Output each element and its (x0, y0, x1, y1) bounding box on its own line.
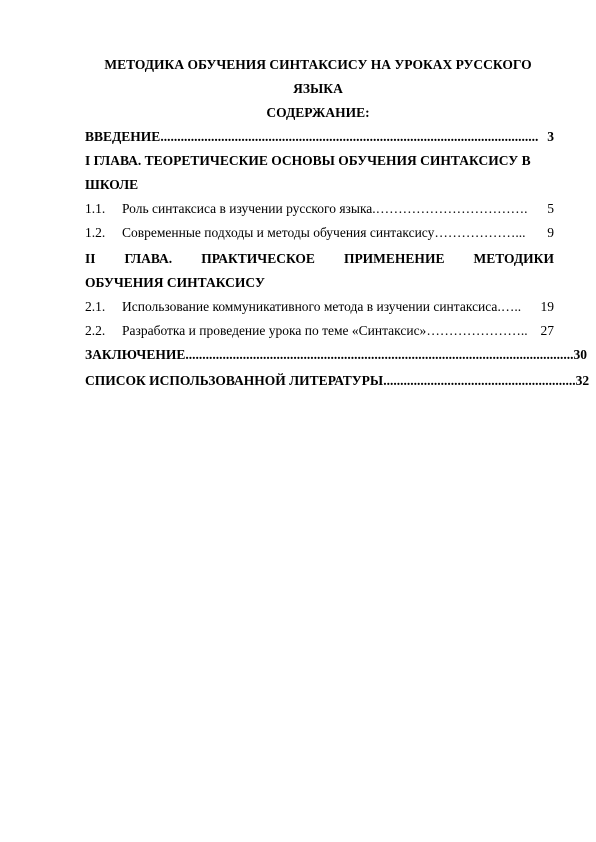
toc-page-number: 30 (573, 347, 587, 362)
document-title-line-2: ЯЗЫКА (293, 81, 343, 96)
toc-entry-label: Разработка и проведение урока по теме «Синтаксис» (122, 323, 427, 338)
toc-word: ПРИМЕНЕНИЕ (343, 251, 445, 266)
toc-entry-section-2-2[interactable] (85, 320, 554, 342)
toc-page-number: 27 (540, 323, 554, 338)
toc-page-number: 32 (575, 373, 590, 388)
toc-page-number: 5 (547, 201, 554, 216)
toc-entry-label: ВВЕДЕНИЕ (85, 129, 161, 144)
toc-leader-dots: .….. (497, 299, 522, 314)
toc-page-number: 19 (540, 299, 554, 314)
toc-word: ПРАКТИЧЕСКОЕ (201, 251, 315, 266)
toc-leader-dots: ................................................................................................................... (185, 347, 574, 362)
toc-leader-dots: ………………... (434, 225, 526, 240)
toc-entry-chapter-1-line-1[interactable]: I ГЛАВА. ТЕОРЕТИЧЕСКИЕ ОСНОВЫ ОБУЧЕНИЯ СИНТАКСИСУ В (85, 153, 531, 168)
toc-section-number: 2.2. (85, 323, 106, 338)
toc-entry-label: ЗАКЛЮЧЕНИЕ (85, 347, 186, 362)
toc-leader-dots: ……………………………. (375, 201, 528, 216)
toc-section-number: 2.1. (85, 299, 106, 314)
toc-leader-dots: ………………….. (426, 323, 528, 338)
contents-heading: СОДЕРЖАНИЕ: (266, 105, 370, 120)
toc-entry-chapter-2-line-1[interactable] (85, 248, 554, 270)
toc-word: МЕТОДИКИ (473, 251, 554, 266)
toc-page-number: 9 (547, 225, 554, 240)
toc-entry-label: Использование коммуникативного метода в изучении синтаксиса (122, 299, 498, 314)
toc-entry-chapter-2-line-2[interactable]: ОБУЧЕНИЯ СИНТАКСИСУ (85, 275, 265, 290)
document-title-line-1: МЕТОДИКА ОБУЧЕНИЯ СИНТАКСИСУ НА УРОКАХ РУССКОГО (104, 57, 532, 72)
toc-entry-section-2-1[interactable] (85, 296, 554, 318)
toc-leader-dots: ................................................................................................................ (160, 129, 539, 144)
toc-entry-conclusion[interactable] (85, 344, 587, 366)
toc-entry-section-1-2[interactable] (85, 222, 554, 244)
toc-entry-chapter-1-line-2[interactable]: ШКОЛЕ (85, 177, 139, 192)
toc-entry-intro[interactable] (85, 126, 554, 148)
toc-word: II (85, 251, 96, 266)
toc-section-number: 1.1. (85, 201, 106, 216)
toc-section-number: 1.2. (85, 225, 106, 240)
toc-entry-label: Роль синтаксиса в изучении русского языка. (122, 201, 376, 216)
toc-entry-section-1-1[interactable] (85, 198, 554, 220)
toc-entry-references[interactable] (85, 370, 590, 392)
toc-page-number: 3 (547, 129, 554, 144)
toc-entry-label: СПИСОК ИСПОЛЬЗОВАННОЙ ЛИТЕРАТУРЫ (85, 373, 384, 388)
toc-leader-dots: ......................................................... (383, 373, 576, 388)
toc-word: ГЛАВА. (124, 251, 173, 266)
toc-entry-label: Современные подходы и методы обучения синтаксису (122, 225, 435, 240)
